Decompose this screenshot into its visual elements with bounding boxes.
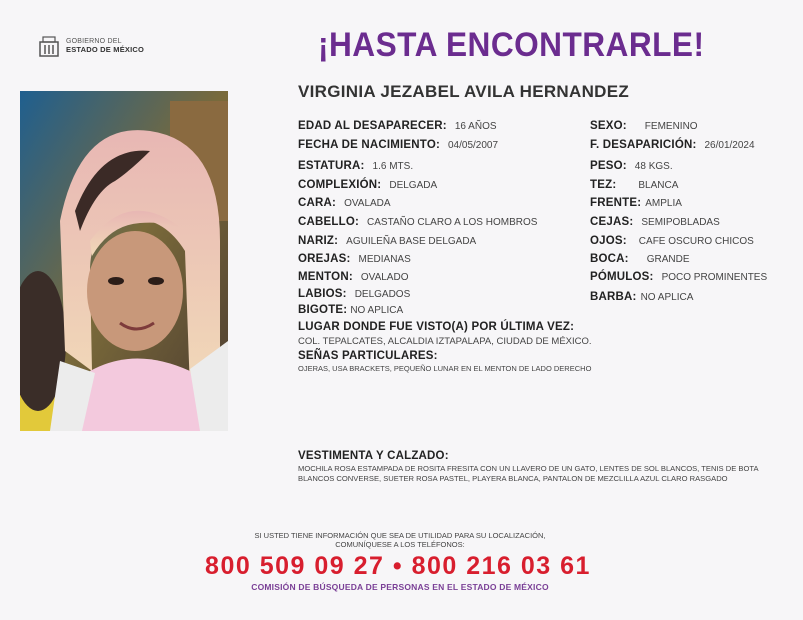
last-seen-label: LUGAR DONDE FUE VISTO(A) POR ÚLTIMA VEZ:	[298, 321, 575, 333]
field-label: ESTATURA:	[298, 160, 365, 172]
field-value: CASTAÑO CLARO A LOS HOMBROS	[367, 217, 538, 228]
field-value: GRANDE	[646, 254, 690, 265]
field-value: BLANCA	[638, 180, 679, 191]
field-label: EDAD AL DESAPARECER:	[298, 120, 447, 132]
marks-value: OJERAS, USA BRACKETS, PEQUEÑO LUNAR EN EL MENTON DE LADO DERECHO	[298, 364, 592, 373]
field-value: 26/01/2024	[704, 140, 755, 151]
field-sex	[590, 120, 698, 132]
field-hair	[298, 216, 537, 228]
field-label: PÓMULOS:	[590, 271, 654, 283]
field-label: MENTON:	[298, 271, 353, 283]
field-value: AMPLIA	[645, 198, 682, 209]
state-logo	[38, 34, 144, 58]
field-label: CEJAS:	[590, 216, 634, 228]
contact-note-line-1: SI USTED TIENE INFORMACIÓN QUE SEA DE UTILIDAD PARA SU LOCALIZACIÓN,	[254, 531, 546, 540]
headline: ¡HASTA ENCONTRARLE!	[318, 26, 705, 64]
field-value: 04/05/2007	[448, 140, 499, 151]
field-value: POCO PROMINENTES	[661, 272, 768, 283]
field-height	[298, 160, 413, 172]
photo-illustration	[20, 91, 228, 431]
field-label: SEXO:	[590, 120, 627, 132]
clothing-label: VESTIMENTA Y CALZADO:	[298, 450, 449, 462]
logo-text	[66, 38, 144, 54]
field-label: COMPLEXIÓN:	[298, 179, 382, 191]
person-name: VIRGINIA JEZABEL AVILA HERNANDEZ	[298, 82, 630, 101]
field-face	[298, 197, 391, 209]
contact-phones: 800 509 09 27 • 800 216 03 61	[205, 552, 591, 580]
contact-note	[190, 531, 610, 549]
marks-label: SEÑAS PARTICULARES:	[298, 350, 438, 362]
clothing-value: MOCHILA ROSA ESTAMPADA DE ROSITA FRESITA CON UN LLAVERO DE UN GATO, LENTES DE SOL BLANCOS, TENIS DE BOTA BLANCOS CONVERSE, SUETER ROSA PASTEL, PLAYERA BLANCA, PANTALON DE MEZCLILLA AZUL CLARO RASGADO	[298, 464, 759, 483]
field-label: BIGOTE:	[298, 304, 348, 316]
logo-line-1: GOBIERNO DEL	[66, 38, 122, 45]
field-label: TEZ:	[590, 179, 617, 191]
field-value: FEMENINO	[644, 121, 698, 132]
person-photo	[20, 91, 228, 431]
contact-note-line-2: COMUNÍQUESE A LOS TELÉFONOS:	[335, 540, 465, 549]
field-label: F. DESAPARICIÓN:	[590, 139, 697, 151]
commission-name: COMISIÓN DE BÚSQUEDA DE PERSONAS EN EL ESTADO DE MÉXICO	[251, 582, 549, 592]
field-value: MEDIANAS	[358, 254, 411, 265]
field-age	[298, 120, 497, 132]
field-label: FRENTE:	[590, 197, 642, 209]
field-label: OREJAS:	[298, 253, 351, 265]
field-complexion	[590, 179, 678, 191]
field-label: CABELLO:	[298, 216, 360, 228]
field-value: CAFE OSCURO CHICOS	[638, 236, 754, 247]
field-eyebrows	[590, 216, 720, 228]
field-value: 48 KGS.	[634, 161, 673, 172]
field-cheekbones	[590, 271, 767, 283]
field-lips	[298, 288, 410, 300]
field-value: 1.6 MTS.	[372, 161, 414, 172]
field-value: AGUILEÑA BASE DELGADA	[346, 236, 477, 247]
logo-line-2: ESTADO DE MÉXICO	[66, 45, 145, 54]
field-label: CARA:	[298, 197, 337, 209]
field-forehead	[590, 197, 682, 209]
field-label: PESO:	[590, 160, 627, 172]
field-value: OVALADO	[360, 272, 409, 283]
field-value: 16 AÑOS	[454, 121, 497, 132]
field-ears	[298, 253, 411, 265]
field-value: NO APLICA	[640, 292, 694, 303]
field-value: OVALADA	[344, 198, 391, 209]
field-eyes	[590, 235, 754, 247]
field-label: LABIOS:	[298, 288, 347, 300]
field-value: SEMIPOBLADAS	[641, 217, 720, 228]
field-label: BOCA:	[590, 253, 629, 265]
field-build	[298, 179, 437, 191]
field-label: OJOS:	[590, 235, 627, 247]
field-chin	[298, 271, 408, 283]
state-emblem-icon	[38, 34, 60, 58]
field-beard	[590, 291, 693, 303]
field-disappearance-date	[590, 139, 755, 151]
field-mustache	[298, 304, 403, 316]
field-value: DELGADOS	[354, 289, 411, 300]
field-label: BARBA:	[590, 291, 637, 303]
field-mouth	[590, 253, 690, 265]
last-seen-value: COL. TEPALCATES, ALCALDIA IZTAPALAPA, CIUDAD DE MÉXICO.	[298, 336, 592, 347]
field-label: NARIZ:	[298, 235, 339, 247]
field-value: NO APLICA	[350, 305, 404, 316]
field-birthdate	[298, 139, 498, 151]
field-nose	[298, 235, 476, 247]
field-value: DELGADA	[389, 180, 438, 191]
field-weight	[590, 160, 673, 172]
field-label: FECHA DE NACIMIENTO:	[298, 139, 440, 151]
